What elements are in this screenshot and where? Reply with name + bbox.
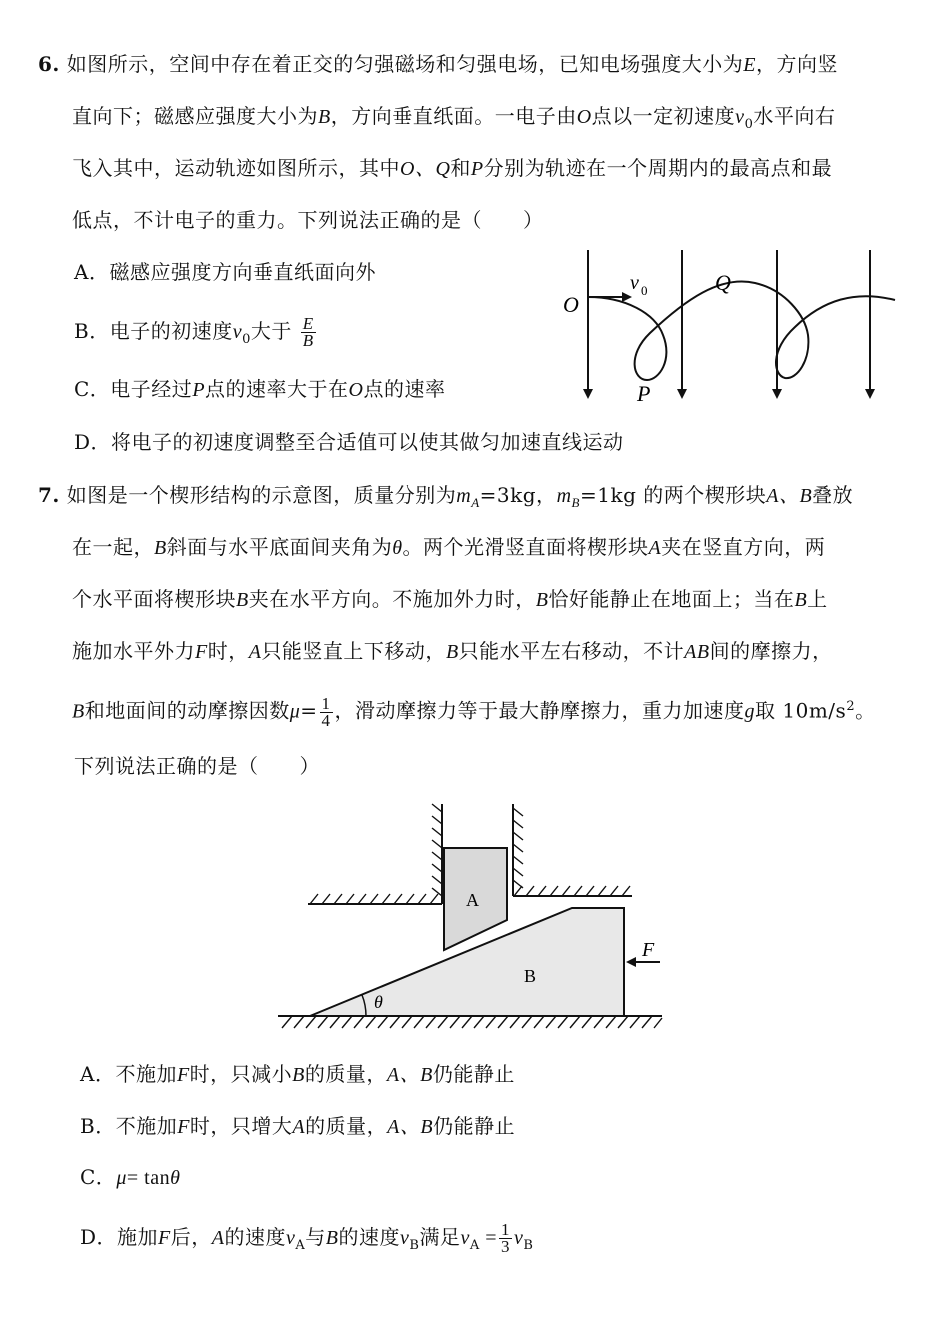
- q7-text: =3kg，: [479, 483, 557, 507]
- q7-option-d-text: 的速度: [224, 1225, 286, 1249]
- q7-sub: A: [471, 495, 480, 510]
- q7-text: 在一起，: [72, 535, 154, 559]
- q7-option-c[interactable]: [80, 1163, 180, 1192]
- q7-var: B: [535, 589, 549, 611]
- q7-var: v: [399, 1227, 410, 1249]
- q7-text: 。两个光滑竖直面将楔形块: [402, 535, 649, 559]
- q6-stem-line-2: [72, 102, 835, 139]
- q7-var: B: [445, 641, 459, 663]
- q7-sub: A: [295, 1238, 306, 1253]
- q6-option-c-text: 点的速率: [363, 377, 446, 401]
- q7-text: 的两个楔形块: [643, 483, 767, 507]
- q7-text: 夹在竖直方向，两: [661, 535, 826, 559]
- q7-option-b[interactable]: [80, 1112, 515, 1141]
- q7-text: =: [300, 698, 318, 723]
- q7-var: θ: [392, 537, 403, 559]
- q7-text: 取 10m/s: [755, 698, 847, 723]
- q7-var: v: [285, 1227, 296, 1249]
- q7-wedge-figure: [270, 800, 670, 1040]
- q7-var: v: [514, 1227, 524, 1249]
- q7-var: A: [211, 1227, 225, 1249]
- label-F: F: [642, 939, 655, 961]
- q7-var: F: [177, 1116, 190, 1138]
- q6-option-b-text: B．电子的初速度: [74, 319, 233, 343]
- q6-text: ，方向竖: [755, 52, 838, 76]
- q6-option-d[interactable]: [74, 428, 624, 456]
- q7-var: μ: [289, 700, 301, 723]
- q6-text: 如图所示，空间中存在着正交的匀强磁场和匀强电场，已知电场强度大小为: [66, 52, 744, 76]
- q6-option-b-fraction: [301, 316, 316, 349]
- q7-option-d[interactable]: [80, 1222, 533, 1260]
- q7-var: B: [794, 589, 808, 611]
- fraction-denominator: 3: [501, 1237, 510, 1256]
- q7-text: 斜面与水平底面间夹角为: [166, 535, 393, 559]
- q7-text: 和地面间的动摩擦因数: [84, 698, 290, 723]
- fraction-numerator: 1: [321, 693, 331, 713]
- q7-text: 个水平面将楔形块: [72, 587, 236, 611]
- q7-var: A: [248, 641, 262, 663]
- fraction-denominator: B: [302, 331, 314, 350]
- q7-sup: 2: [846, 699, 856, 714]
- q6-number: 6.: [38, 52, 60, 76]
- q6-option-c-var: P: [192, 379, 206, 401]
- q6-text: 点以一定初速度: [591, 104, 736, 128]
- q7-text: 时，: [207, 639, 249, 663]
- label-v0-sub: 0: [641, 283, 648, 298]
- q7-option-a-text: 时，只减小: [189, 1062, 293, 1086]
- q7-option-a-text: 仍能静止: [432, 1062, 515, 1086]
- q7-stem-line-3: [72, 585, 828, 614]
- q7-text: 只能水平左右移动，不计: [458, 639, 685, 663]
- q7-option-d-text: 后，: [170, 1225, 212, 1249]
- label-A: A: [466, 890, 479, 910]
- mu-fraction: [320, 693, 333, 730]
- q7-var: B: [236, 589, 249, 611]
- q7-text: 施加水平外力: [72, 639, 195, 663]
- q7-option-d-text: 与: [305, 1225, 326, 1249]
- q7-option-c-text: C．: [80, 1165, 117, 1189]
- q6-option-b-sub: 0: [242, 332, 251, 347]
- q7-option-d-text: D．施加: [80, 1225, 159, 1249]
- q7-var: B: [154, 537, 167, 559]
- q6-option-c-var: O: [348, 379, 364, 401]
- q7-var: g: [744, 700, 756, 723]
- q7-text: 上: [807, 587, 828, 611]
- q6-var: P: [470, 158, 484, 180]
- q7-option-d-text: 的速度: [338, 1225, 400, 1249]
- q6-var: E: [743, 54, 756, 76]
- q6-var: O: [576, 106, 592, 128]
- q7-option-d-text: =: [479, 1227, 497, 1249]
- q7-text: 。: [855, 698, 876, 723]
- q6-var: B: [318, 106, 331, 128]
- label-O: O: [563, 292, 579, 317]
- q6-stem-line-3: [72, 154, 832, 183]
- q7-stem-line-1: [38, 481, 853, 517]
- q6-var: O、Q: [400, 158, 451, 180]
- q7-var: m: [556, 485, 572, 507]
- fraction-denominator: 4: [321, 710, 331, 730]
- q6-text: 和: [450, 156, 471, 180]
- q6-option-c[interactable]: [74, 375, 445, 404]
- q7-option-b-text: 仍能静止: [433, 1114, 516, 1138]
- q6-text: ，方向垂直纸面。一电子由: [330, 104, 577, 128]
- fraction-numerator: 1: [501, 1220, 510, 1239]
- q6-option-c-text: 点的速率大于在: [205, 377, 349, 401]
- q7-text: 夹在水平方向。不施加外力时，: [248, 587, 536, 611]
- q7-text: =1kg: [579, 483, 637, 507]
- q7-sub: A: [469, 1238, 480, 1253]
- q7-option-a-text: 的质量，: [304, 1062, 387, 1086]
- q7-sub: B: [523, 1238, 534, 1253]
- q7-stem-line-6: [74, 752, 320, 780]
- q7-var: F: [158, 1227, 171, 1249]
- label-v0: v: [630, 272, 639, 294]
- q7-var: A: [292, 1116, 306, 1138]
- q6-stem-line-4: [72, 206, 544, 234]
- q7-option-d-text: 满足: [419, 1225, 461, 1249]
- q7-option-b-text: 时，只增大: [189, 1114, 293, 1138]
- q7-text: ，滑动摩擦力等于最大静摩擦力，重力加速度: [334, 698, 745, 723]
- label-Q: Q: [715, 270, 731, 295]
- force-arrowhead: [626, 957, 636, 967]
- q7-var: B: [72, 700, 85, 723]
- ground-hatch: [282, 1016, 662, 1028]
- q6-trajectory-figure: [555, 245, 915, 410]
- q6-var: v: [735, 106, 745, 128]
- q6-text: 飞入其中，运动轨迹如图所示，其中: [72, 156, 400, 180]
- q6-option-b[interactable]: [74, 316, 318, 354]
- fraction-numerator: E: [302, 314, 314, 333]
- q7-option-b-text: 的质量，: [305, 1114, 388, 1138]
- q7-var: μ: [116, 1167, 127, 1189]
- q7-text: 如图是一个楔形结构的示意图，质量分别为: [66, 483, 457, 507]
- q7-option-b-text: B．不施加: [80, 1114, 178, 1138]
- q6-option-a-text: A．磁感应强度方向垂直纸面向外: [74, 260, 376, 284]
- q7-stem-line-5: [72, 693, 876, 729]
- label-B: B: [524, 966, 537, 986]
- q6-text: 分别为轨迹在一个周期内的最高点和最: [483, 156, 833, 180]
- q7-var: m: [456, 485, 472, 507]
- q6-option-d-text: D．将电子的初速度调整至合适值可以使其做匀加速直线运动: [74, 430, 624, 454]
- q7-option-c-text: = tan: [126, 1167, 171, 1189]
- q7-text: 间的摩擦力，: [709, 639, 833, 663]
- q6-option-b-text: 大于: [250, 319, 292, 343]
- q6-stem-line-1: [38, 50, 838, 79]
- q7-var: A: [648, 537, 662, 559]
- q6-text: 水平向右: [753, 104, 836, 128]
- q7-option-a[interactable]: [80, 1060, 515, 1089]
- q7-stem-line-4: [72, 637, 833, 666]
- q7-sub: B: [409, 1238, 420, 1253]
- q7-number: 7.: [38, 483, 60, 507]
- velocity-fraction: [499, 1222, 512, 1255]
- q7-text: 叠放: [812, 483, 854, 507]
- label-P: P: [637, 381, 651, 406]
- q7-var: F: [195, 641, 208, 663]
- q7-var: A、B: [766, 485, 813, 507]
- q6-sub: 0: [744, 117, 754, 132]
- q6-text: 低点，不计电子的重力。下列说法正确的是（ ）: [72, 208, 544, 232]
- q7-text: 只能竖直上下移动，: [261, 639, 446, 663]
- q7-stem-line-2: [72, 533, 825, 562]
- q7-option-a-text: A．不施加: [80, 1062, 177, 1086]
- q7-var: F: [176, 1064, 190, 1086]
- q6-option-b-var: v: [232, 321, 243, 343]
- label-theta: θ: [374, 992, 383, 1012]
- q7-var: A、B: [387, 1116, 434, 1138]
- trajectory-curve: [588, 281, 895, 380]
- q7-var: AB: [684, 641, 710, 663]
- q7-var: B: [292, 1064, 305, 1086]
- q6-option-a[interactable]: [74, 258, 376, 286]
- q7-var: θ: [170, 1167, 181, 1189]
- q6-text: 直向下；磁感应强度大小为: [72, 104, 318, 128]
- q7-sub: B: [571, 495, 580, 510]
- q7-var: B: [325, 1227, 339, 1249]
- q7-var: A、B: [386, 1064, 433, 1086]
- q7-var: v: [460, 1227, 470, 1249]
- q7-text: 下列说法正确的是（ ）: [74, 754, 320, 778]
- q6-option-c-text: C．电子经过: [74, 377, 193, 401]
- q7-text: 恰好能静止在地面上；当在: [548, 587, 795, 611]
